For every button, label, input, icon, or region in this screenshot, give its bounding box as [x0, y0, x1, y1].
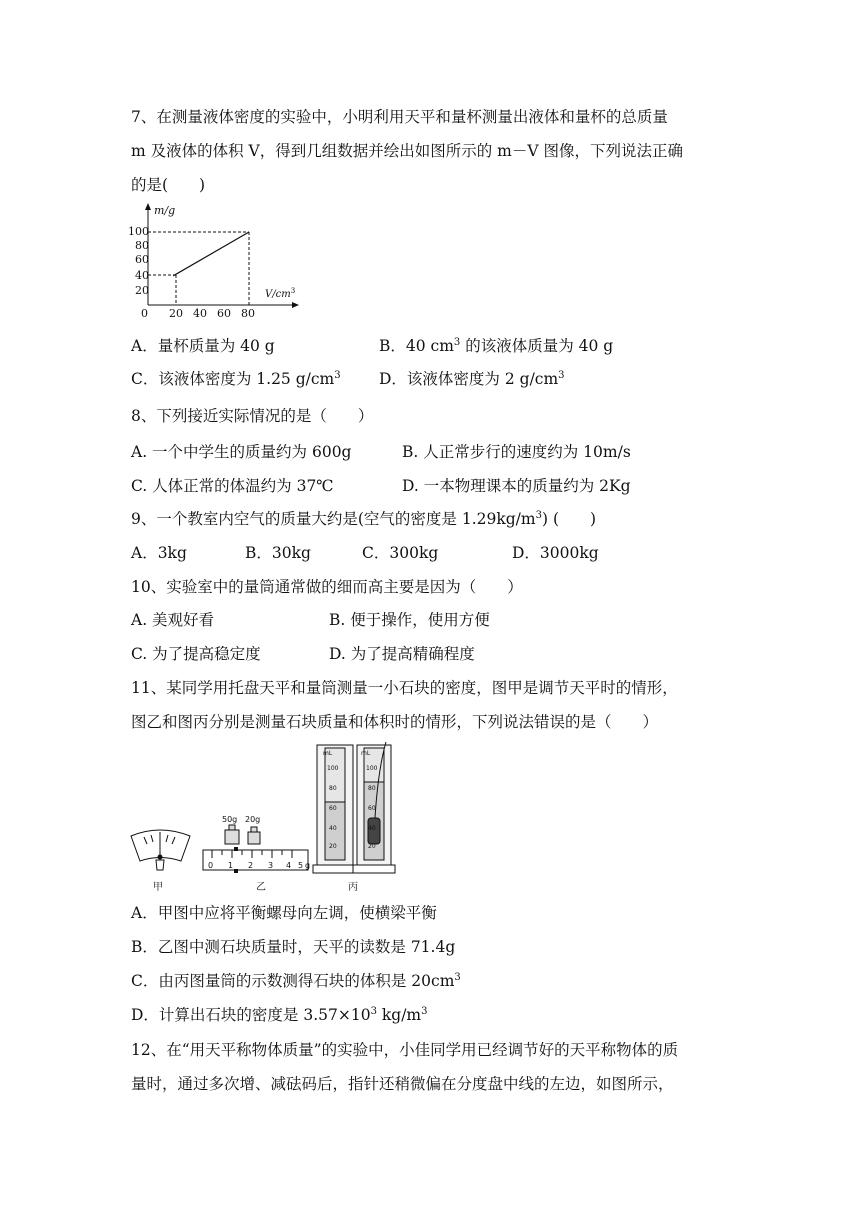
- q11-stem-line2: 图乙和图丙分别是测量石块质量和体积时的情形，下列说法错误的是（ ）: [131, 713, 659, 731]
- cyl1-100: 100: [327, 765, 339, 772]
- q9-option-d: D．3000kg: [512, 544, 599, 562]
- q11-option-d: D．计算出石块的密度是 $3.57\times 10^3$ $kg/m^3$: [131, 1006, 428, 1024]
- q7-option-c: C．该液体密度为 1.25 $g/cm^3$: [131, 370, 341, 388]
- cyl2-80: 80: [368, 785, 376, 792]
- y-tick-20: 20: [135, 284, 149, 297]
- cyl1-20: 20: [329, 843, 337, 850]
- q11-figure: [128, 740, 400, 896]
- cyl1-40: 40: [329, 825, 337, 832]
- label-bing: 丙: [348, 882, 358, 893]
- rider: [234, 847, 238, 851]
- balance-dial: [131, 830, 190, 870]
- cyl2-100: 100: [366, 765, 378, 772]
- q9-option-c: C．300kg: [362, 544, 439, 562]
- q8-option-b: B. 人正常步行的速度约为 10m/s: [402, 443, 631, 461]
- ruler-5: 5: [298, 861, 304, 870]
- weight-50g-label: 50g: [222, 815, 238, 824]
- x-tick-20: 20: [169, 307, 183, 320]
- q10-option-b: B. 便于操作，使用方便: [329, 611, 490, 629]
- q8-option-c: C. 人体正常的体温约为 37℃: [131, 477, 334, 495]
- q12-stem-line2: 量时，通过多次增、减砝码后，指针还稍微偏在分度盘中线的左边，如图所示，: [131, 1075, 674, 1093]
- q10-option-d: D. 为了提高精确程度: [329, 645, 475, 663]
- y-axis-label: m/g: [154, 204, 176, 217]
- q8-option-a: A. 一个中学生的质量约为 600g: [131, 443, 352, 461]
- weight-50g: [225, 825, 239, 844]
- m-v-graph: [128, 200, 308, 325]
- weight-20g-label: 20g: [245, 815, 261, 824]
- y-axis-arrow: [145, 203, 151, 210]
- q11-option-c: C．由丙图量筒的示数测得石块的体积是 $20cm^3$: [131, 972, 461, 990]
- x-tick-80: 80: [241, 307, 255, 320]
- cyl2-ml: mL: [361, 750, 371, 757]
- q7-stem-line1: 7、在测量液体密度的实验中，小明利用天平和量杯测量出液体和量杯的总质量: [131, 108, 668, 126]
- y-tick-60: 60: [135, 253, 149, 266]
- y-tick-40: 40: [135, 269, 149, 282]
- q9-option-b: B．30kg: [245, 544, 311, 562]
- q7-stem-line2: m 及液体的体积 V，得到几组数据并绘出如图所示的 m－V 图像，下列说法正确: [131, 142, 683, 160]
- cyl2-20: 20: [368, 843, 376, 850]
- q11-stem-line1: 11、某同学用托盘天平和量筒测量一小石块的密度，图甲是调节天平时的情形，: [131, 679, 678, 697]
- q9-stem: 9、一个教室内空气的质量大约是(空气的密度是 $1.29kg/m^3$) ( ): [131, 510, 597, 528]
- ruler-4: 4: [286, 861, 292, 870]
- q9-option-a: A．3kg: [131, 544, 187, 562]
- cyl2-40: 40: [368, 825, 376, 832]
- q8-option-d: D. 一本物理课本的质量约为 2Kg: [402, 477, 631, 495]
- q12-stem-line1: 12、在“用天平称物体质量”的实验中，小佳同学用已经调节好的天平称物体的质: [131, 1041, 679, 1059]
- origin-label: 0: [141, 307, 148, 320]
- ruler-2: 2: [248, 861, 254, 870]
- x-axis-arrow: [292, 302, 299, 308]
- ruler-0: 0: [208, 861, 214, 870]
- q7-stem-line3: 的是( ): [131, 176, 206, 194]
- cyl2-60: 60: [368, 805, 376, 812]
- q8-stem: 8、下列接近实际情况的是（ ）: [131, 407, 374, 425]
- cyl1-ml: mL: [323, 750, 333, 757]
- y-tick-100: 100: [128, 225, 149, 238]
- q10-option-a: A. 美观好看: [131, 611, 215, 629]
- ruler-3: 3: [268, 861, 274, 870]
- q7-option-b: B．40 $cm^3$ 的该液体质量为 40 g: [379, 337, 614, 355]
- label-yi: 乙: [256, 882, 266, 893]
- x-tick-60: 60: [217, 307, 231, 320]
- scale-beam: [203, 850, 311, 870]
- q11-option-b: B．乙图中测石块质量时，天平的读数是 71.4g: [131, 938, 456, 956]
- ruler-1: 1: [228, 861, 234, 870]
- rider-bottom: [234, 869, 238, 873]
- q7-option-d: D．该液体密度为 2 $g/cm^3$: [379, 370, 565, 388]
- q10-option-c: C. 为了提高稳定度: [131, 645, 261, 663]
- q11-option-a: A．甲图中应将平衡螺母向左调，使横梁平衡: [131, 904, 437, 922]
- cyl1-80: 80: [329, 785, 337, 792]
- weight-20g: [248, 827, 260, 844]
- data-line: [173, 232, 249, 276]
- ruler-g: g: [305, 861, 311, 870]
- y-tick-80: 80: [135, 239, 149, 252]
- q7-option-a: A．量杯质量为 40 g: [131, 337, 275, 355]
- label-jia: 甲: [153, 882, 163, 893]
- x-tick-40: 40: [193, 307, 207, 320]
- q10-stem: 10、实验室中的量筒通常做的细而高主要是因为（ ）: [131, 578, 523, 596]
- x-axis-label: $V/cm^3$: [265, 287, 296, 300]
- cyl1-60: 60: [329, 805, 337, 812]
